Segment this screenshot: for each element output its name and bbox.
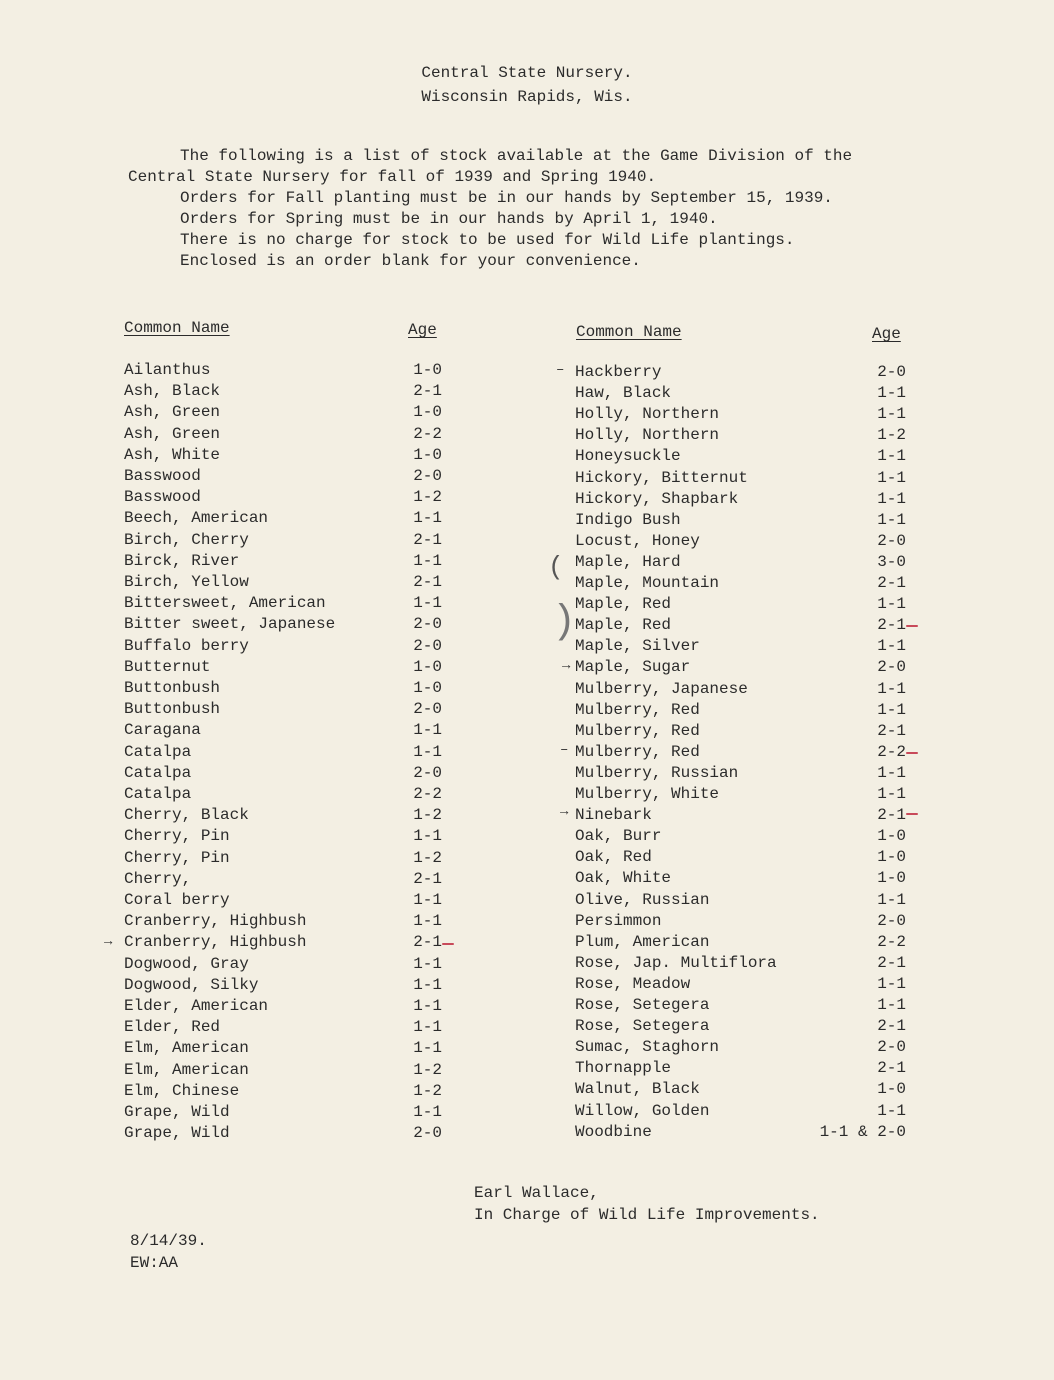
stock-age: 2-1 xyxy=(877,574,906,592)
right-age-header: Age xyxy=(872,325,901,343)
header-line-1: Central State Nursery. xyxy=(421,64,633,82)
stock-age: 1-1 xyxy=(877,510,906,529)
stock-name: Elder, Red xyxy=(124,1018,221,1037)
stock-age: 2-1 xyxy=(877,806,906,825)
stock-name: Ailanthus xyxy=(124,361,211,379)
stock-age: 2-2 xyxy=(877,742,906,761)
reference-block xyxy=(130,1230,207,1274)
intro-p1: The following is a list of stock available at the Game Division of the Central State Nursery for fall of 1939 and Spring 1940. xyxy=(128,147,853,186)
stock-name: Elm, Chinese xyxy=(124,1081,240,1100)
red-pencil-tick xyxy=(906,625,918,627)
stock-age: 1-2 xyxy=(877,426,906,445)
stock-name: Maple, Red xyxy=(575,595,672,614)
stock-age: 2-0 xyxy=(877,363,906,381)
stock-age: 1-2 xyxy=(413,488,442,507)
stock-age: 2-1 xyxy=(877,1017,906,1036)
stock-age: 1-2 xyxy=(413,806,442,825)
stock-name: Birch, Yellow xyxy=(124,573,249,591)
stock-name: Maple, Hard xyxy=(575,552,681,571)
stock-age: 1-1 xyxy=(877,890,906,909)
stock-age: 2-1 xyxy=(877,1059,906,1078)
stock-name: Rose, Setegera xyxy=(575,996,710,1014)
letter-date: 8/14/39. xyxy=(130,1232,207,1250)
stock-age: 1-0 xyxy=(413,403,442,422)
stock-name: Dogwood, Gray xyxy=(124,954,249,973)
stock-age: 1-1 xyxy=(877,595,906,614)
pencil-brace-mark: ) xyxy=(552,600,577,645)
stock-age: 1-1 xyxy=(413,551,442,570)
stock-name: Ash, Black xyxy=(124,382,221,401)
stock-name: Catalpa xyxy=(124,763,192,782)
stock-age: 1-1 xyxy=(877,384,906,403)
stock-name: Mulberry, Japanese xyxy=(575,679,748,698)
stock-name: Sumac, Staghorn xyxy=(575,1038,720,1057)
stock-name: Elm, American xyxy=(124,1060,249,1079)
signature-name: Earl Wallace, xyxy=(474,1184,599,1202)
stock-age: 2-0 xyxy=(413,615,442,634)
stock-age: 1-2 xyxy=(413,1081,442,1100)
stock-age: 1-1 xyxy=(413,721,442,740)
stock-name: Ash, Green xyxy=(124,403,221,422)
stock-name: Birck, River xyxy=(124,551,240,570)
stock-name: Cherry, Black xyxy=(124,806,249,825)
intro-p4: There is no charge for stock to be used for Wild Life plantings. xyxy=(180,231,795,249)
stock-name: Rose, Meadow xyxy=(575,974,691,993)
stock-name: Ninebark xyxy=(575,806,652,825)
stock-name: Butternut xyxy=(124,657,211,676)
stock-age: 1-0 xyxy=(413,657,442,676)
stock-age: 3-0 xyxy=(877,552,906,571)
stock-age: 1-1 & 2-0 xyxy=(819,1122,906,1141)
stock-age: 1-1 xyxy=(877,996,906,1014)
stock-name: Hickory, Shapbark xyxy=(575,489,739,508)
stock-age: 1-1 xyxy=(413,742,442,761)
stock-age: 2-2 xyxy=(877,932,906,951)
red-pencil-tick xyxy=(906,813,918,815)
stock-age: 1-0 xyxy=(877,827,906,846)
pencil-brace-mark: ( xyxy=(548,552,564,582)
red-pencil-tick xyxy=(442,943,454,945)
stock-name: Grape, Wild xyxy=(124,1103,230,1121)
stock-name: Catalpa xyxy=(124,742,192,761)
stock-age: 1-1 xyxy=(877,679,906,698)
stock-name: Holly, Northern xyxy=(575,405,720,424)
stock-age: 1-1 xyxy=(877,405,906,424)
stock-age: 1-1 xyxy=(413,1039,442,1058)
stock-name: Mulberry, Red xyxy=(575,700,700,719)
stock-age: 1-1 xyxy=(877,1101,906,1120)
right-name-header: Common Name xyxy=(576,323,682,341)
stock-name: Honeysuckle xyxy=(575,447,681,466)
stock-age: 2-1 xyxy=(413,530,442,549)
stock-name: Rose, Setegera xyxy=(575,1017,710,1036)
left-name-header: Common Name xyxy=(124,319,230,337)
stock-name: Indigo Bush xyxy=(575,510,681,529)
stock-age: 1-1 xyxy=(877,637,906,656)
stock-age: 1-2 xyxy=(413,848,442,867)
stock-name: Hickory, Bitternut xyxy=(575,468,748,487)
stock-age: 1-0 xyxy=(877,848,906,867)
stock-age: 2-1 xyxy=(413,869,442,888)
stock-name: Mulberry, White xyxy=(575,785,720,803)
stock-name: Rose, Jap. Multiflora xyxy=(575,953,777,972)
stock-age: 2-0 xyxy=(877,658,906,677)
stock-age: 1-0 xyxy=(877,1080,906,1099)
stock-age: 1-0 xyxy=(413,445,442,464)
stock-name: Locust, Honey xyxy=(575,531,700,550)
stock-name: Mulberry, Red xyxy=(575,742,700,761)
stock-age: 2-1 xyxy=(877,721,906,740)
stock-age: 1-1 xyxy=(413,891,442,909)
stock-age: 1-1 xyxy=(877,468,906,487)
pencil-dash-mark: – xyxy=(560,742,569,758)
red-pencil-tick xyxy=(906,752,918,754)
pencil-arrow-mark: → xyxy=(562,658,571,674)
stock-name: Buffalo berry xyxy=(124,636,249,655)
pencil-arrow-mark: → xyxy=(560,804,569,820)
stock-age: 2-0 xyxy=(877,531,906,550)
stock-name: Maple, Red xyxy=(575,616,672,635)
stock-age: 2-0 xyxy=(877,911,906,930)
pencil-dash-mark: – xyxy=(556,362,565,378)
stock-age: 2-0 xyxy=(413,763,442,782)
stock-name: Grape, Wild xyxy=(124,1124,230,1143)
stock-name: Haw, Black xyxy=(575,384,672,403)
stock-name: Oak, White xyxy=(575,869,672,888)
stock-name: Thornapple xyxy=(575,1059,672,1078)
stock-name: Persimmon xyxy=(575,911,662,930)
stock-age: 2-2 xyxy=(413,785,442,803)
stock-name: Walnut, Black xyxy=(575,1080,700,1099)
stock-name: Basswood xyxy=(124,488,201,507)
stock-name: Basswood xyxy=(124,467,201,485)
stock-name: Cherry, xyxy=(124,869,192,888)
stock-age: 1-0 xyxy=(877,869,906,888)
signature-block xyxy=(474,1182,820,1226)
stock-name: Willow, Golden xyxy=(575,1101,710,1120)
stock-age: 2-1 xyxy=(877,953,906,972)
stock-age: 1-1 xyxy=(877,974,906,993)
stock-age: 1-1 xyxy=(877,489,906,508)
stock-age: 2-1 xyxy=(877,616,906,635)
stock-name: Buttonbush xyxy=(124,679,221,697)
left-age-header: Age xyxy=(408,321,437,339)
signature-title: In Charge of Wild Life Improvements. xyxy=(474,1206,820,1224)
stock-age: 1-1 xyxy=(413,1018,442,1037)
stock-name: Mulberry, Russian xyxy=(575,763,739,782)
stock-age: 1-1 xyxy=(413,827,442,846)
stock-name: Maple, Silver xyxy=(575,637,700,656)
stock-age: 1-1 xyxy=(413,997,442,1015)
stock-age: 2-0 xyxy=(413,467,442,485)
stock-age: 1-1 xyxy=(877,700,906,719)
stock-name: Cranberry, Highbush xyxy=(124,933,307,952)
stock-name: Bitter sweet, Japanese xyxy=(124,615,336,634)
intro-p2: Orders for Fall planting must be in our hands by September 15, 1939. xyxy=(180,189,833,207)
stock-name: Bittersweet, American xyxy=(124,594,326,613)
stock-age: 1-1 xyxy=(413,509,442,528)
stock-name: Oak, Burr xyxy=(575,827,662,846)
pencil-arrow-mark: → xyxy=(104,934,113,950)
stock-age: 2-0 xyxy=(413,636,442,655)
stock-name: Caragana xyxy=(124,721,201,740)
stock-age: 2-1 xyxy=(413,573,442,591)
stock-name: Buttonbush xyxy=(124,700,221,719)
stock-name: Maple, Sugar xyxy=(575,658,691,677)
stock-age: 1-1 xyxy=(413,975,442,994)
stock-age: 1-1 xyxy=(413,594,442,613)
stock-age: 1-1 xyxy=(877,785,906,803)
stock-name: Ash, Green xyxy=(124,424,221,443)
stock-name: Woodbine xyxy=(575,1122,652,1141)
stock-name: Oak, Red xyxy=(575,848,652,867)
stock-name: Elm, American xyxy=(124,1039,249,1058)
stock-age: 1-0 xyxy=(413,361,442,379)
stock-name: Coral berry xyxy=(124,891,230,909)
stock-age: 1-1 xyxy=(413,912,442,931)
header-line-2: Wisconsin Rapids, Wis. xyxy=(421,88,633,106)
typist-initials: EW:AA xyxy=(130,1254,179,1272)
stock-age: 1-1 xyxy=(413,954,442,973)
stock-name: Mulberry, Red xyxy=(575,721,700,740)
stock-name: Maple, Mountain xyxy=(575,574,720,592)
stock-name: Cherry, Pin xyxy=(124,827,230,846)
intro-p3: Orders for Spring must be in our hands by April 1, 1940. xyxy=(180,210,718,228)
stock-age: 2-2 xyxy=(413,424,442,443)
stock-name: Olive, Russian xyxy=(575,890,710,909)
intro-p5: Enclosed is an order blank for your convenience. xyxy=(180,252,641,270)
stock-age: 1-1 xyxy=(877,763,906,782)
intro-paragraphs xyxy=(128,146,888,272)
stock-name: Hackberry xyxy=(575,363,662,381)
stock-age: 2-0 xyxy=(413,1124,442,1143)
stock-name: Cranberry, Highbush xyxy=(124,912,307,931)
stock-name: Birch, Cherry xyxy=(124,530,249,549)
stock-age: 1-2 xyxy=(413,1060,442,1079)
stock-age: 2-0 xyxy=(413,700,442,719)
stock-name: Beech, American xyxy=(124,509,269,528)
stock-name: Holly, Northern xyxy=(575,426,720,445)
stock-age: 2-1 xyxy=(413,382,442,401)
stock-age: 1-1 xyxy=(413,1103,442,1121)
stock-name: Dogwood, Silky xyxy=(124,975,259,994)
stock-name: Ash, White xyxy=(124,445,221,464)
stock-name: Cherry, Pin xyxy=(124,848,230,867)
stock-name: Plum, American xyxy=(575,932,710,951)
stock-age: 2-1 xyxy=(413,933,442,952)
stock-name: Elder, American xyxy=(124,997,269,1015)
stock-age: 1-0 xyxy=(413,679,442,697)
stock-age: 2-0 xyxy=(877,1038,906,1057)
stock-name: Catalpa xyxy=(124,785,192,803)
stock-age: 1-1 xyxy=(877,447,906,466)
